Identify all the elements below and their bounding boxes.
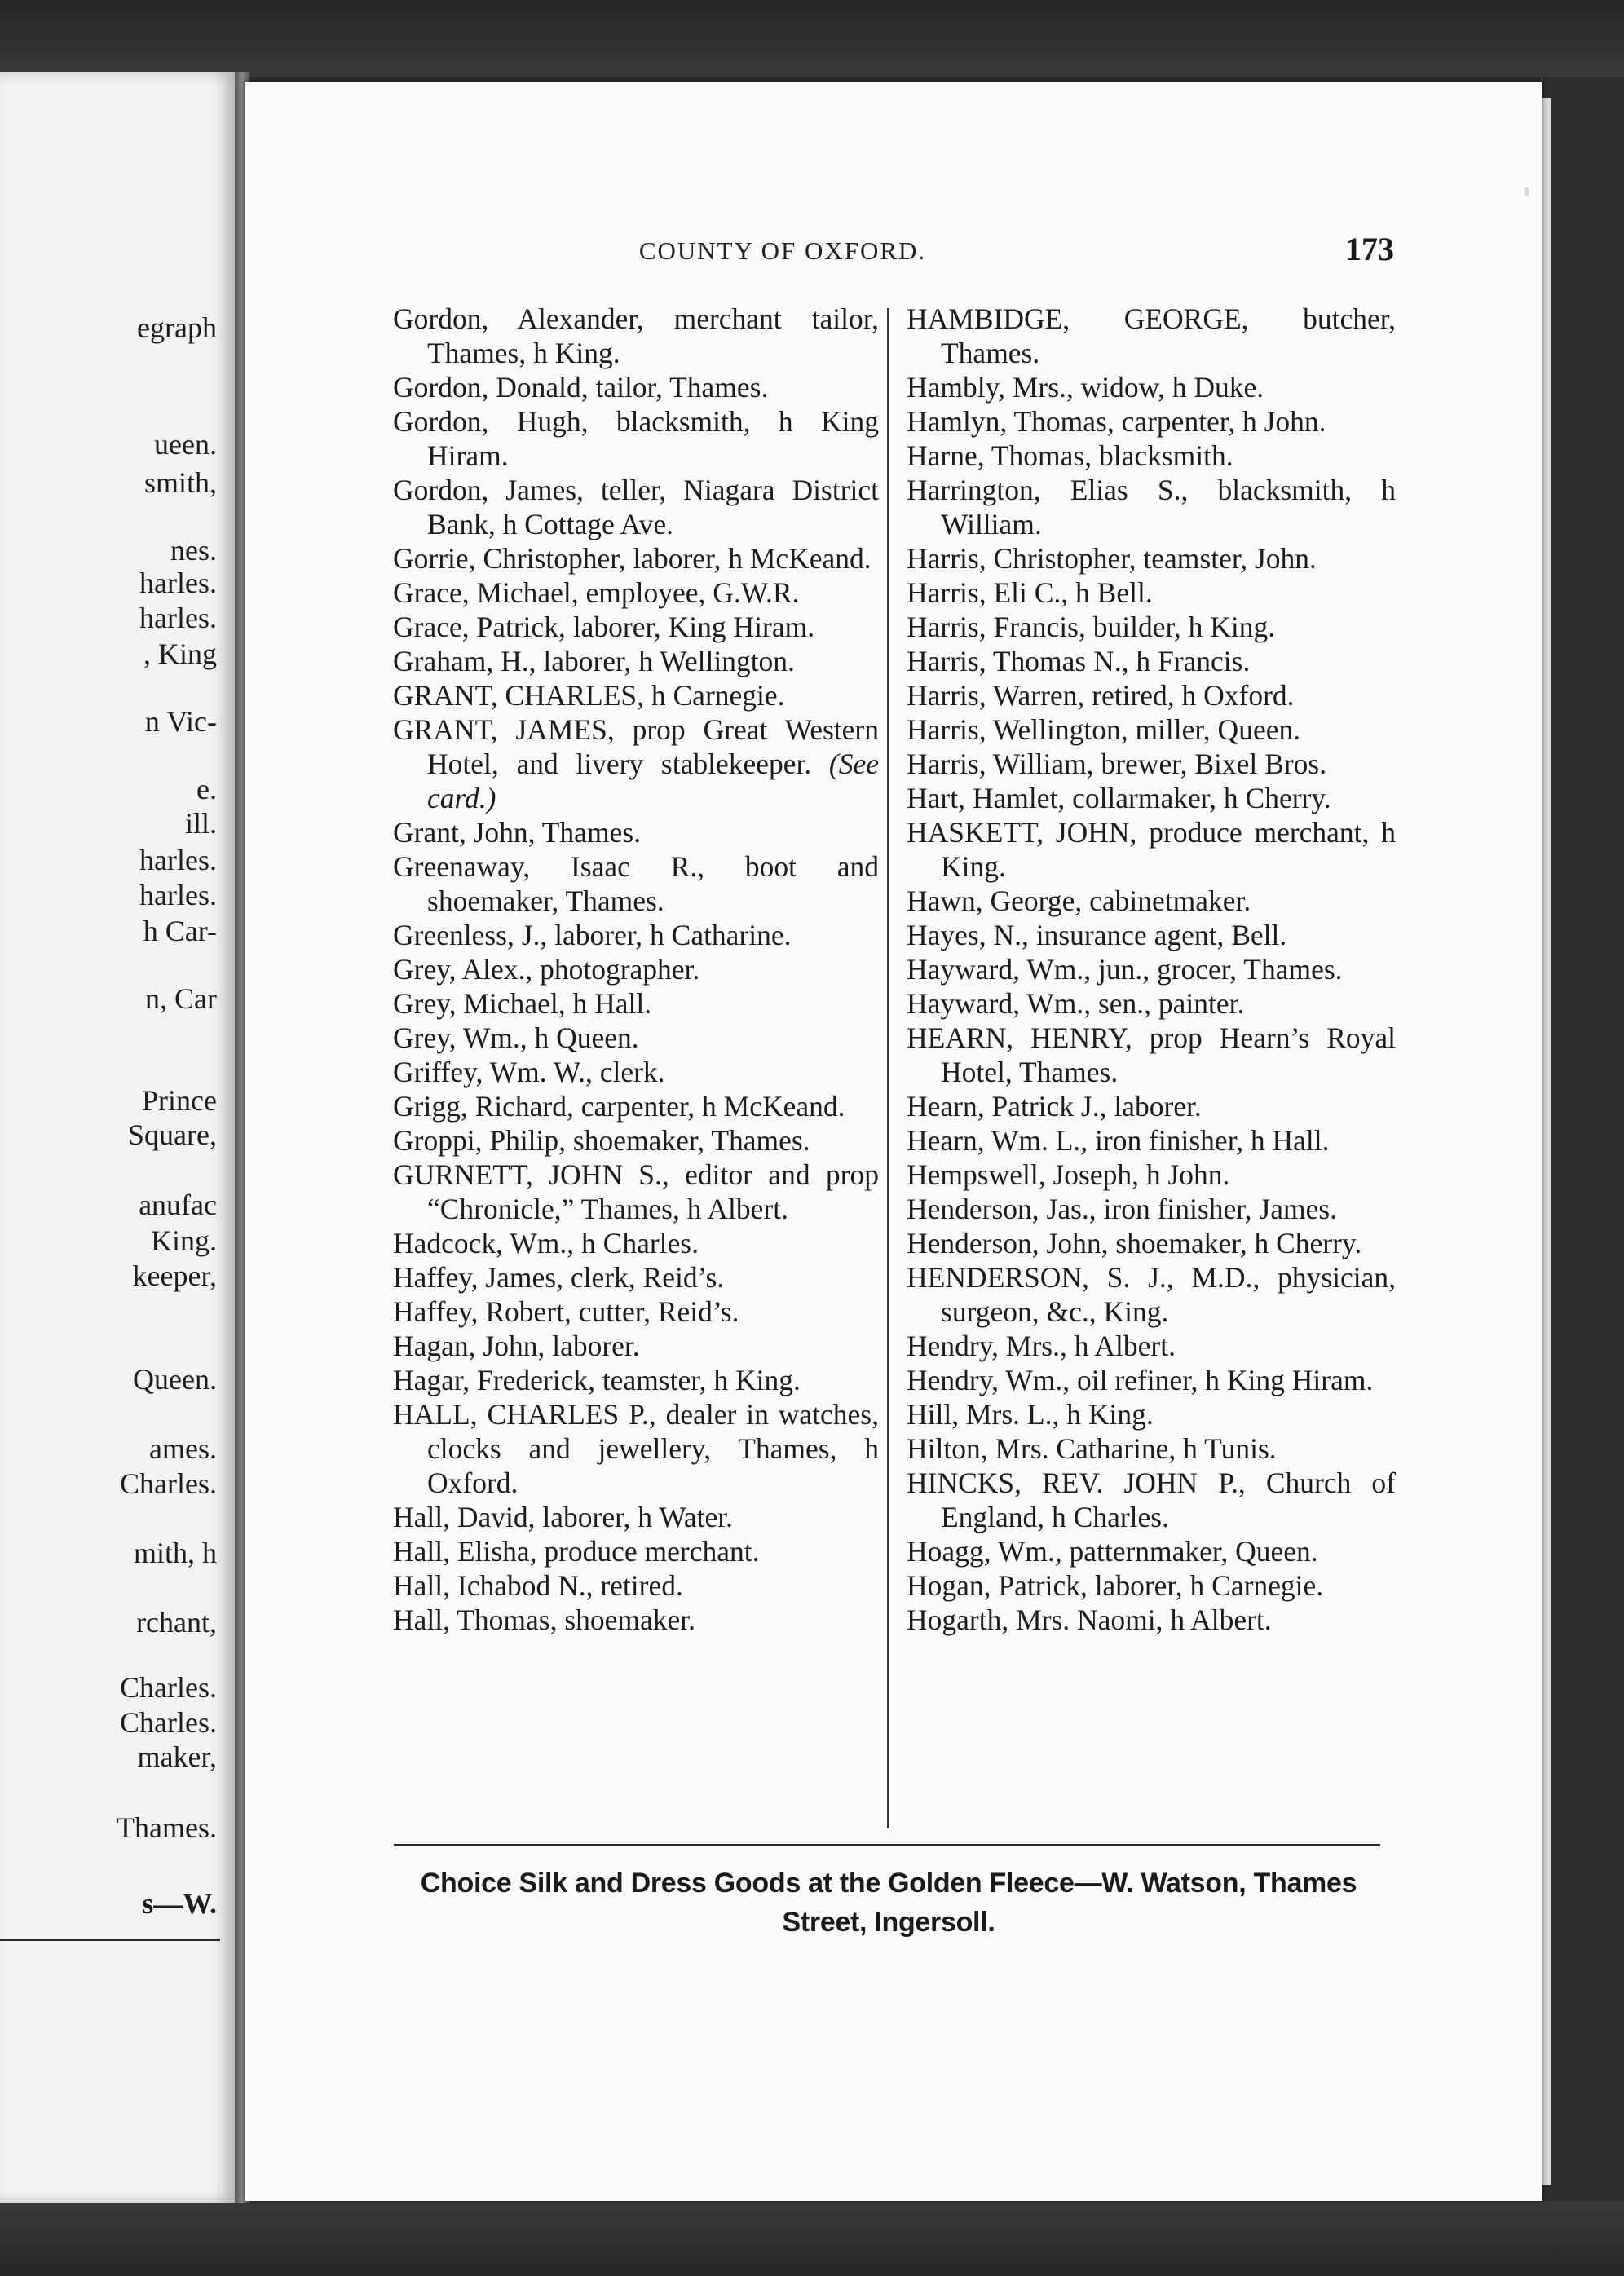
directory-entry: Greenless, J., laborer, h Catharine. <box>393 919 792 951</box>
directory-entry: Hambly, Mrs., widow, h Duke. <box>907 371 1264 404</box>
footer-advertisement: Choice Silk and Dress Goods at the Golden Fleece—W. Watson, Thames Street, Ingersoll. <box>420 1868 1357 1938</box>
facing-page-text-fragment: harles. <box>139 879 217 911</box>
directory-entry: Gorrie, Christopher, laborer, h McKeand. <box>393 542 872 575</box>
facing-page-text-fragment: harles. <box>139 602 217 634</box>
facing-page-fragment <box>0 72 235 2203</box>
directory-entry: Haffey, Robert, cutter, Reid’s. <box>393 1295 739 1328</box>
facing-page-text-fragment: e. <box>196 773 217 805</box>
facing-page-text-fragment: Prince <box>142 1084 217 1117</box>
running-head: COUNTY OF OXFORD. <box>638 236 927 265</box>
see-card-note: (See card.) <box>427 748 880 814</box>
directory-column-left <box>393 302 879 1637</box>
directory-entry: Gordon, Alexander, merchant tailor, Thames, h King. <box>393 302 879 369</box>
directory-entry: Hayes, N., insurance agent, Bell. <box>907 919 1287 951</box>
directory-entry: Gordon, Hugh, blacksmith, h King Hiram. <box>393 405 879 472</box>
directory-entry: Gordon, James, teller, Niagara District Bank, h Cottage Ave. <box>393 474 879 540</box>
scan-background-bottom <box>0 2201 1624 2276</box>
directory-entry: Hagan, John, laborer. <box>393 1330 640 1362</box>
facing-page-text-fragment: keeper, <box>132 1259 217 1292</box>
directory-entry: Harris, Wellington, miller, Queen. <box>907 713 1301 746</box>
directory-entry: Hart, Hamlet, collarmaker, h Cherry. <box>907 782 1331 814</box>
facing-page-text-fragment: Charles. <box>120 1671 217 1704</box>
directory-entry: Harris, William, brewer, Bixel Bros. <box>907 748 1327 780</box>
facing-page-rule <box>0 1939 220 1941</box>
directory-entry: Groppi, Philip, shoemaker, Thames. <box>393 1124 810 1157</box>
directory-entry: Henderson, John, shoemaker, h Cherry. <box>907 1227 1362 1259</box>
directory-entry: Henderson, Jas., iron finisher, James. <box>907 1193 1338 1225</box>
directory-entry: Grey, Michael, h Hall. <box>393 987 652 1020</box>
facing-page-text-fragment: Square, <box>128 1118 217 1151</box>
facing-page-text-fragment: harles. <box>139 844 217 876</box>
directory-entry: Harris, Francis, builder, h King. <box>907 611 1276 643</box>
directory-entry: HENDERSON, S. J., M.D., physician, surgeon, &c., King. <box>907 1261 1396 1328</box>
directory-entry: Harne, Thomas, blacksmith. <box>907 439 1233 472</box>
facing-page-text-fragment: Thames. <box>117 1811 217 1844</box>
directory-entry: Grant, John, Thames. <box>393 816 642 849</box>
directory-entry: Hendry, Wm., oil refiner, h King Hiram. <box>907 1364 1374 1396</box>
directory-entry: Hagar, Frederick, teamster, h King. <box>393 1364 801 1396</box>
facing-page-text-fragment: maker, <box>137 1740 217 1773</box>
facing-page-text-fragment: ueen. <box>154 428 217 461</box>
facing-page-text-fragment: rchant, <box>136 1606 217 1639</box>
directory-entry: Hall, Thomas, shoemaker. <box>393 1603 696 1636</box>
directory-entry: Hilton, Mrs. Catharine, h Tunis. <box>907 1432 1277 1465</box>
directory-entry: Harris, Christopher, teamster, John. <box>907 542 1317 575</box>
directory-entry: Hearn, Wm. L., iron finisher, h Hall. <box>907 1124 1330 1157</box>
facing-page-text-fragment: King. <box>151 1224 217 1257</box>
directory-entry: GURNETT, JOHN S., editor and prop “Chronicle,” Thames, h Albert. <box>393 1158 879 1225</box>
directory-entry: Grace, Patrick, laborer, King Hiram. <box>393 611 815 643</box>
directory-entry: Harris, Warren, retired, h Oxford. <box>907 679 1295 712</box>
page-number: 173 <box>1345 231 1394 267</box>
directory-entry: GRANT, CHARLES, h Carnegie. <box>393 679 785 712</box>
page-edge <box>1542 98 1551 2185</box>
directory-entry: Grey, Wm., h Queen. <box>393 1021 639 1054</box>
facing-page-text-fragment: ames. <box>149 1432 217 1465</box>
column-divider <box>887 308 889 1828</box>
directory-entry: Hogarth, Mrs. Naomi, h Albert. <box>907 1603 1272 1636</box>
directory-entry: Hayward, Wm., jun., grocer, Thames. <box>907 953 1343 986</box>
scan-background-top <box>0 0 1624 77</box>
directory-entry: Grey, Alex., photographer. <box>393 953 700 986</box>
directory-entry: Graham, H., laborer, h Wellington. <box>393 645 795 677</box>
directory-entry: Griffey, Wm. W., clerk. <box>393 1056 665 1088</box>
facing-page-text-fragment: n, Car <box>145 982 217 1015</box>
directory-entry: HINCKS, REV. JOHN P., Church of England, h Charles. <box>907 1467 1396 1533</box>
directory-entry: Hearn, Patrick J., laborer. <box>907 1090 1202 1123</box>
directory-entry: Hayward, Wm., sen., painter. <box>907 987 1245 1020</box>
directory-entry: Hall, Ichabod N., retired. <box>393 1569 683 1602</box>
directory-entry: Hempswell, Joseph, h John. <box>907 1158 1230 1191</box>
directory-entry: Hogan, Patrick, laborer, h Carnegie. <box>907 1569 1324 1602</box>
directory-entry: Haffey, James, clerk, Reid’s. <box>393 1261 725 1294</box>
directory-entry: Hamlyn, Thomas, carpenter, h John. <box>907 405 1326 438</box>
entry-text: GRANT, JAMES, prop Great Western Hotel, and livery stablekeeper. <box>393 713 879 780</box>
directory-entry: Gordon, Donald, tailor, Thames. <box>393 371 769 404</box>
facing-page-text-fragment: Charles. <box>120 1706 217 1739</box>
footer-rule <box>394 1844 1380 1846</box>
directory-entry: Hall, David, laborer, h Water. <box>393 1501 733 1533</box>
facing-page-text-fragment: anufac <box>139 1189 217 1221</box>
directory-entry: Harris, Eli C., h Bell. <box>907 576 1153 609</box>
directory-entry: Harris, Thomas N., h Francis. <box>907 645 1251 677</box>
facing-page-text-fragment: , King <box>143 637 217 670</box>
facing-page-text-fragment: harles. <box>139 567 217 599</box>
facing-page-text-fragment: h Car- <box>143 915 217 947</box>
facing-page-text-fragment: Queen. <box>133 1363 217 1396</box>
scan-speck <box>1525 187 1529 196</box>
directory-entry: Hoagg, Wm., patternmaker, Queen. <box>907 1535 1318 1568</box>
directory-entry: HALL, CHARLES P., dealer in watches, clocks and jewellery, Thames, h Oxford. <box>393 1398 879 1499</box>
directory-entry: HASKETT, JOHN, produce merchant, h King. <box>907 816 1396 883</box>
directory-entry: Hadcock, Wm., h Charles. <box>393 1227 699 1259</box>
facing-page-text-fragment: s—W. <box>142 1887 217 1920</box>
facing-page-text-fragment: n Vic- <box>144 705 217 738</box>
directory-entry: Hendry, Mrs., h Albert. <box>907 1330 1176 1362</box>
directory-entry: HEARN, HENRY, prop Hearn’s Royal Hotel, Thames. <box>907 1021 1396 1088</box>
directory-entry: Grigg, Richard, carpenter, h McKeand. <box>393 1090 845 1123</box>
facing-page-text-fragment: mith, h <box>133 1537 217 1569</box>
directory-entry: Hawn, George, cabinetmaker. <box>907 884 1251 917</box>
directory-entry: Grace, Michael, employee, G.W.R. <box>393 576 800 609</box>
facing-page-text-fragment: nes. <box>170 534 217 567</box>
directory-entry: Harrington, Elias S., blacksmith, h William. <box>907 474 1396 540</box>
directory-entry: HAMBIDGE, GEORGE, butcher, Thames. <box>907 302 1396 369</box>
directory-column-right <box>907 302 1396 1637</box>
directory-entry-grant-james <box>393 712 879 815</box>
directory-entry: Greenaway, Isaac R., boot and shoemaker, Thames. <box>393 850 879 917</box>
facing-page-text-fragment: egraph <box>137 311 217 344</box>
directory-entry: Hill, Mrs. L., h King. <box>907 1398 1154 1431</box>
facing-page-text-fragment: Charles. <box>120 1467 217 1500</box>
directory-entry: Hall, Elisha, produce merchant. <box>393 1535 760 1568</box>
facing-page-text-fragment: smith, <box>143 466 217 499</box>
facing-page-text-fragment: ill. <box>184 807 217 840</box>
